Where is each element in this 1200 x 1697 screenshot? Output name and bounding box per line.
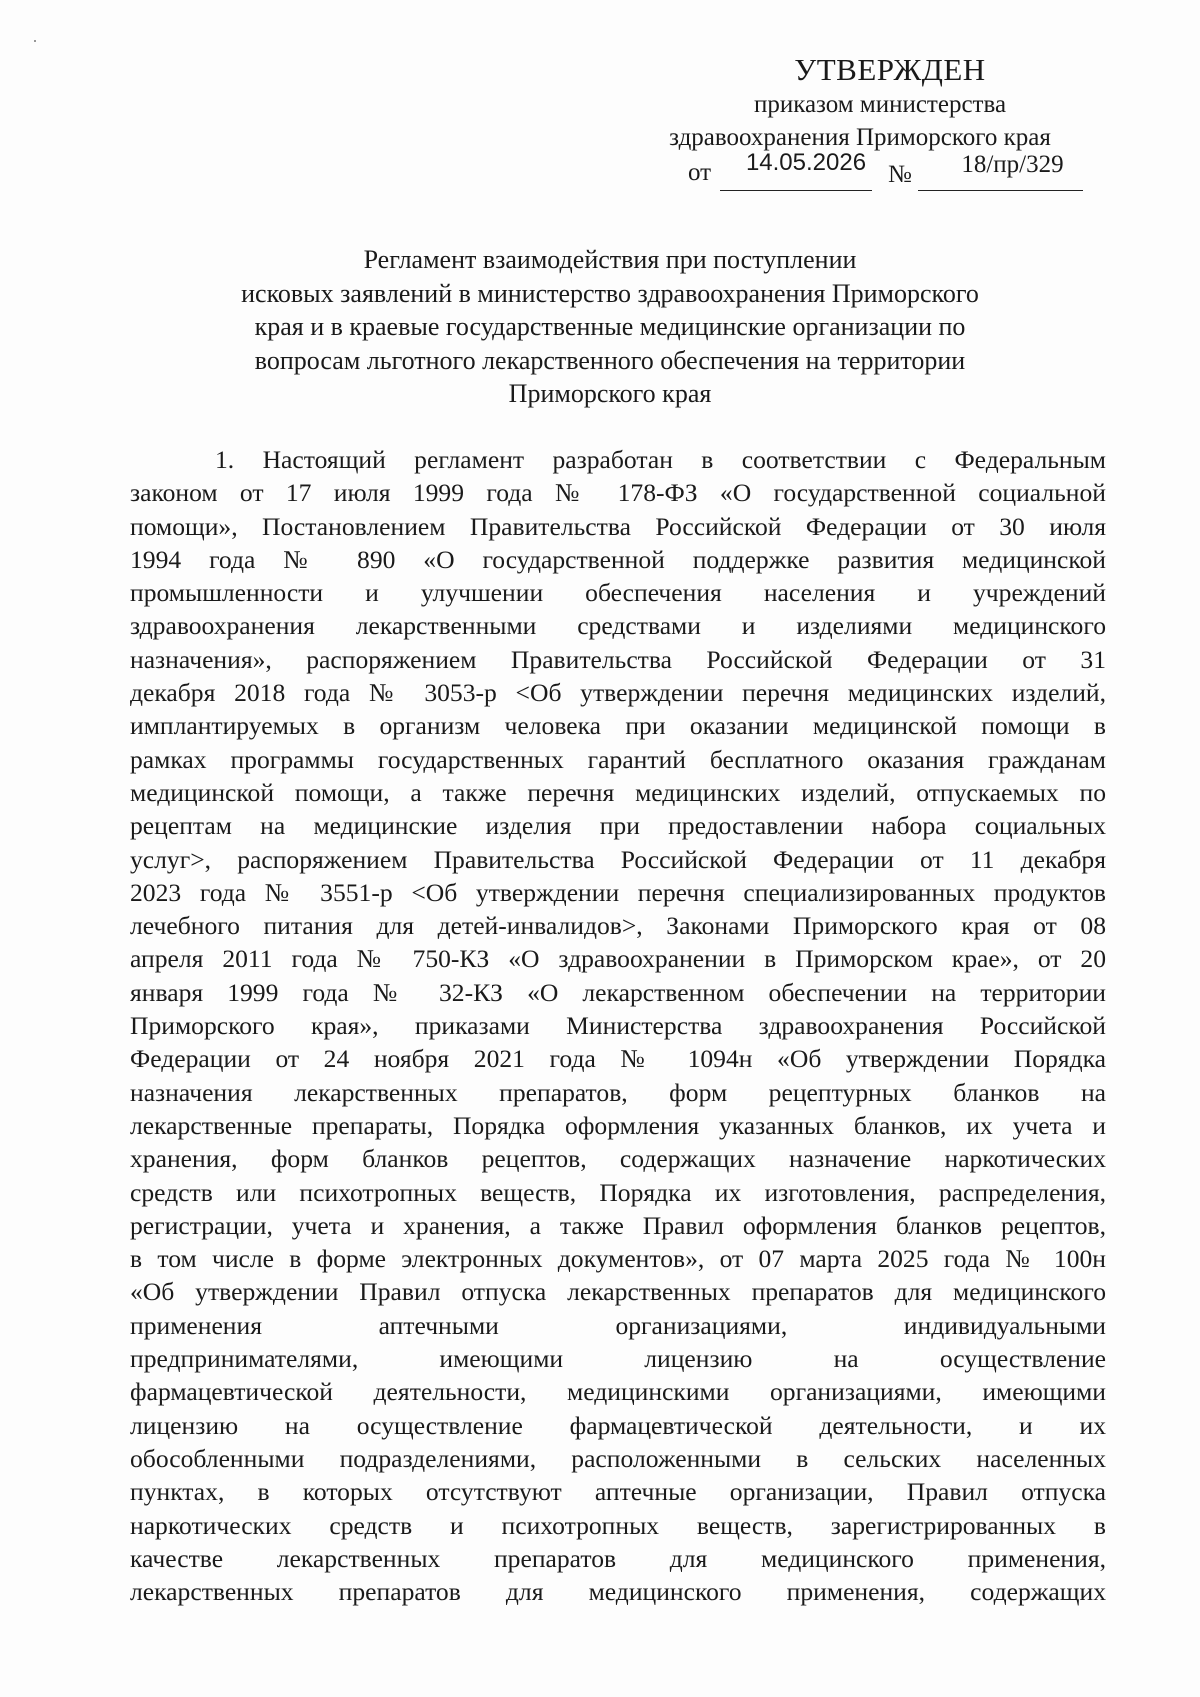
body-line: лицензию на осуществление фармацевтической деятельности, и их — [130, 1410, 1106, 1440]
body-line: лекарственных препаратов для медицинского применения, содержащих — [130, 1577, 1106, 1607]
body-line: лечебного питания для детей-инвалидов>, Законами Приморского края от 08 — [130, 911, 1106, 941]
body-line: апреля 2011 года № 750-КЗ «О здравоохранении в Приморском крае», от 20 — [130, 944, 1106, 974]
body-line: средств или психотропных веществ, Порядка их изготовления, распределения, — [130, 1177, 1106, 1207]
body-line: декабря 2018 года № 3053-р <Об утверждении перечня медицинских изделий, — [130, 678, 1106, 708]
body-line: «Об утверждении Правил отпуска лекарственных препаратов для медицинского — [130, 1277, 1106, 1307]
body-line: имплантируемых в организм человека при оказании медицинской помощи в — [130, 711, 1106, 741]
document-title-line: Регламент взаимодействия при поступлении — [363, 245, 857, 274]
document-title-line: исковых заявлений в министерство здравоохранения Приморского — [241, 278, 979, 308]
body-line: Федерации от 24 ноября 2021 года № 1094н «Об утверждении Порядка — [130, 1044, 1106, 1074]
approval-number: 18/пр/329 — [961, 151, 1064, 178]
body-line: наркотических средств и психотропных веществ, зарегистрированных в — [130, 1510, 1106, 1540]
body-line: января 1999 года № 32-КЗ «О лекарственном обеспечении на территории — [130, 977, 1106, 1007]
body-line: регистрации, учета и хранения, а также Правил оформления бланков рецептов, — [130, 1210, 1106, 1240]
body-line: промышленности и улучшении обеспечения населения и учреждений — [130, 578, 1106, 608]
approval-number-label: № — [888, 161, 912, 188]
document-title-line: Приморского края — [508, 379, 712, 408]
approval-line-1: приказом министерства — [753, 91, 1007, 118]
body-line: Приморского края», приказами Министерства здравоохранения Российской — [130, 1011, 1106, 1041]
body-line: медицинской помощи, а также перечня медицинских изделий, отпускаемых по — [130, 777, 1106, 807]
document-body — [130, 443, 1106, 1608]
body-line: рамках программы государственных гарантий бесплатного оказания гражданам — [130, 744, 1106, 774]
body-line: здравоохранения лекарственными средствами и изделиями медицинского — [130, 611, 1106, 641]
body-line: фармацевтической деятельности, медицинскими организациями, имеющими — [130, 1377, 1106, 1407]
approval-date-number-row — [600, 149, 1120, 194]
body-line: рецептам на медицинские изделия при предоставлении набора социальных — [130, 811, 1106, 841]
approval-line-2: здравоохранения Приморского края — [669, 124, 1051, 151]
body-line: в том числе в форме электронных документов», от 07 марта 2025 года № 100н — [130, 1244, 1106, 1274]
body-line: назначения», распоряжением Правительства Российской Федерации от 31 — [130, 644, 1106, 674]
scan-speck — [34, 40, 36, 42]
approval-title: УТВЕРЖДЕН — [794, 52, 986, 87]
body-line: применения аптечными организациями, индивидуальными — [130, 1310, 1106, 1340]
body-line: пунктах, в которых отсутствуют аптечные организации, Правил отпуска — [130, 1477, 1106, 1507]
body-line: качестве лекарственных препаратов для медицинского применения, — [130, 1543, 1106, 1573]
body-line: 1994 года № 890 «О государственной поддержке развития медицинской — [130, 544, 1106, 574]
body-line: 1. Настоящий регламент разработан в соответствии с Федеральным — [215, 445, 1106, 474]
approval-block — [600, 52, 1120, 194]
document-title-line: края и в краевые государственные медицинские организации по — [254, 312, 966, 341]
approval-from-label: от — [688, 159, 712, 186]
body-line: помощи», Постановлением Правительства Российской Федерации от 30 июля — [130, 511, 1106, 541]
body-line: лекарственные препараты, Порядка оформления указанных бланков, их учета и — [130, 1110, 1106, 1140]
approval-date: 14.05.2026 — [745, 149, 867, 176]
body-line: 2023 года № 3551-р <Об утверждении перечня специализированных продуктов — [130, 877, 1106, 907]
body-line: предпринимателями, имеющими лицензию на осуществление — [130, 1344, 1106, 1374]
body-line: обособленными подразделениями, расположенными в сельских населенных — [130, 1443, 1106, 1473]
body-line: законом от 17 июля 1999 года № 178-ФЗ «О государственной социальной — [130, 478, 1106, 508]
body-line: хранения, форм бланков рецептов, содержащих назначение наркотических — [130, 1144, 1106, 1174]
document-title — [180, 243, 1040, 411]
approval-date-field — [720, 149, 872, 191]
document-title-line: вопросам льготного лекарственного обеспечения на территории — [254, 345, 966, 375]
body-line: назначения лекарственных препаратов, форм рецептурных бланков на — [130, 1077, 1106, 1107]
body-line: услуг>, распоряжением Правительства Российской Федерации от 11 декабря — [130, 844, 1106, 874]
approval-number-field — [918, 151, 1083, 191]
